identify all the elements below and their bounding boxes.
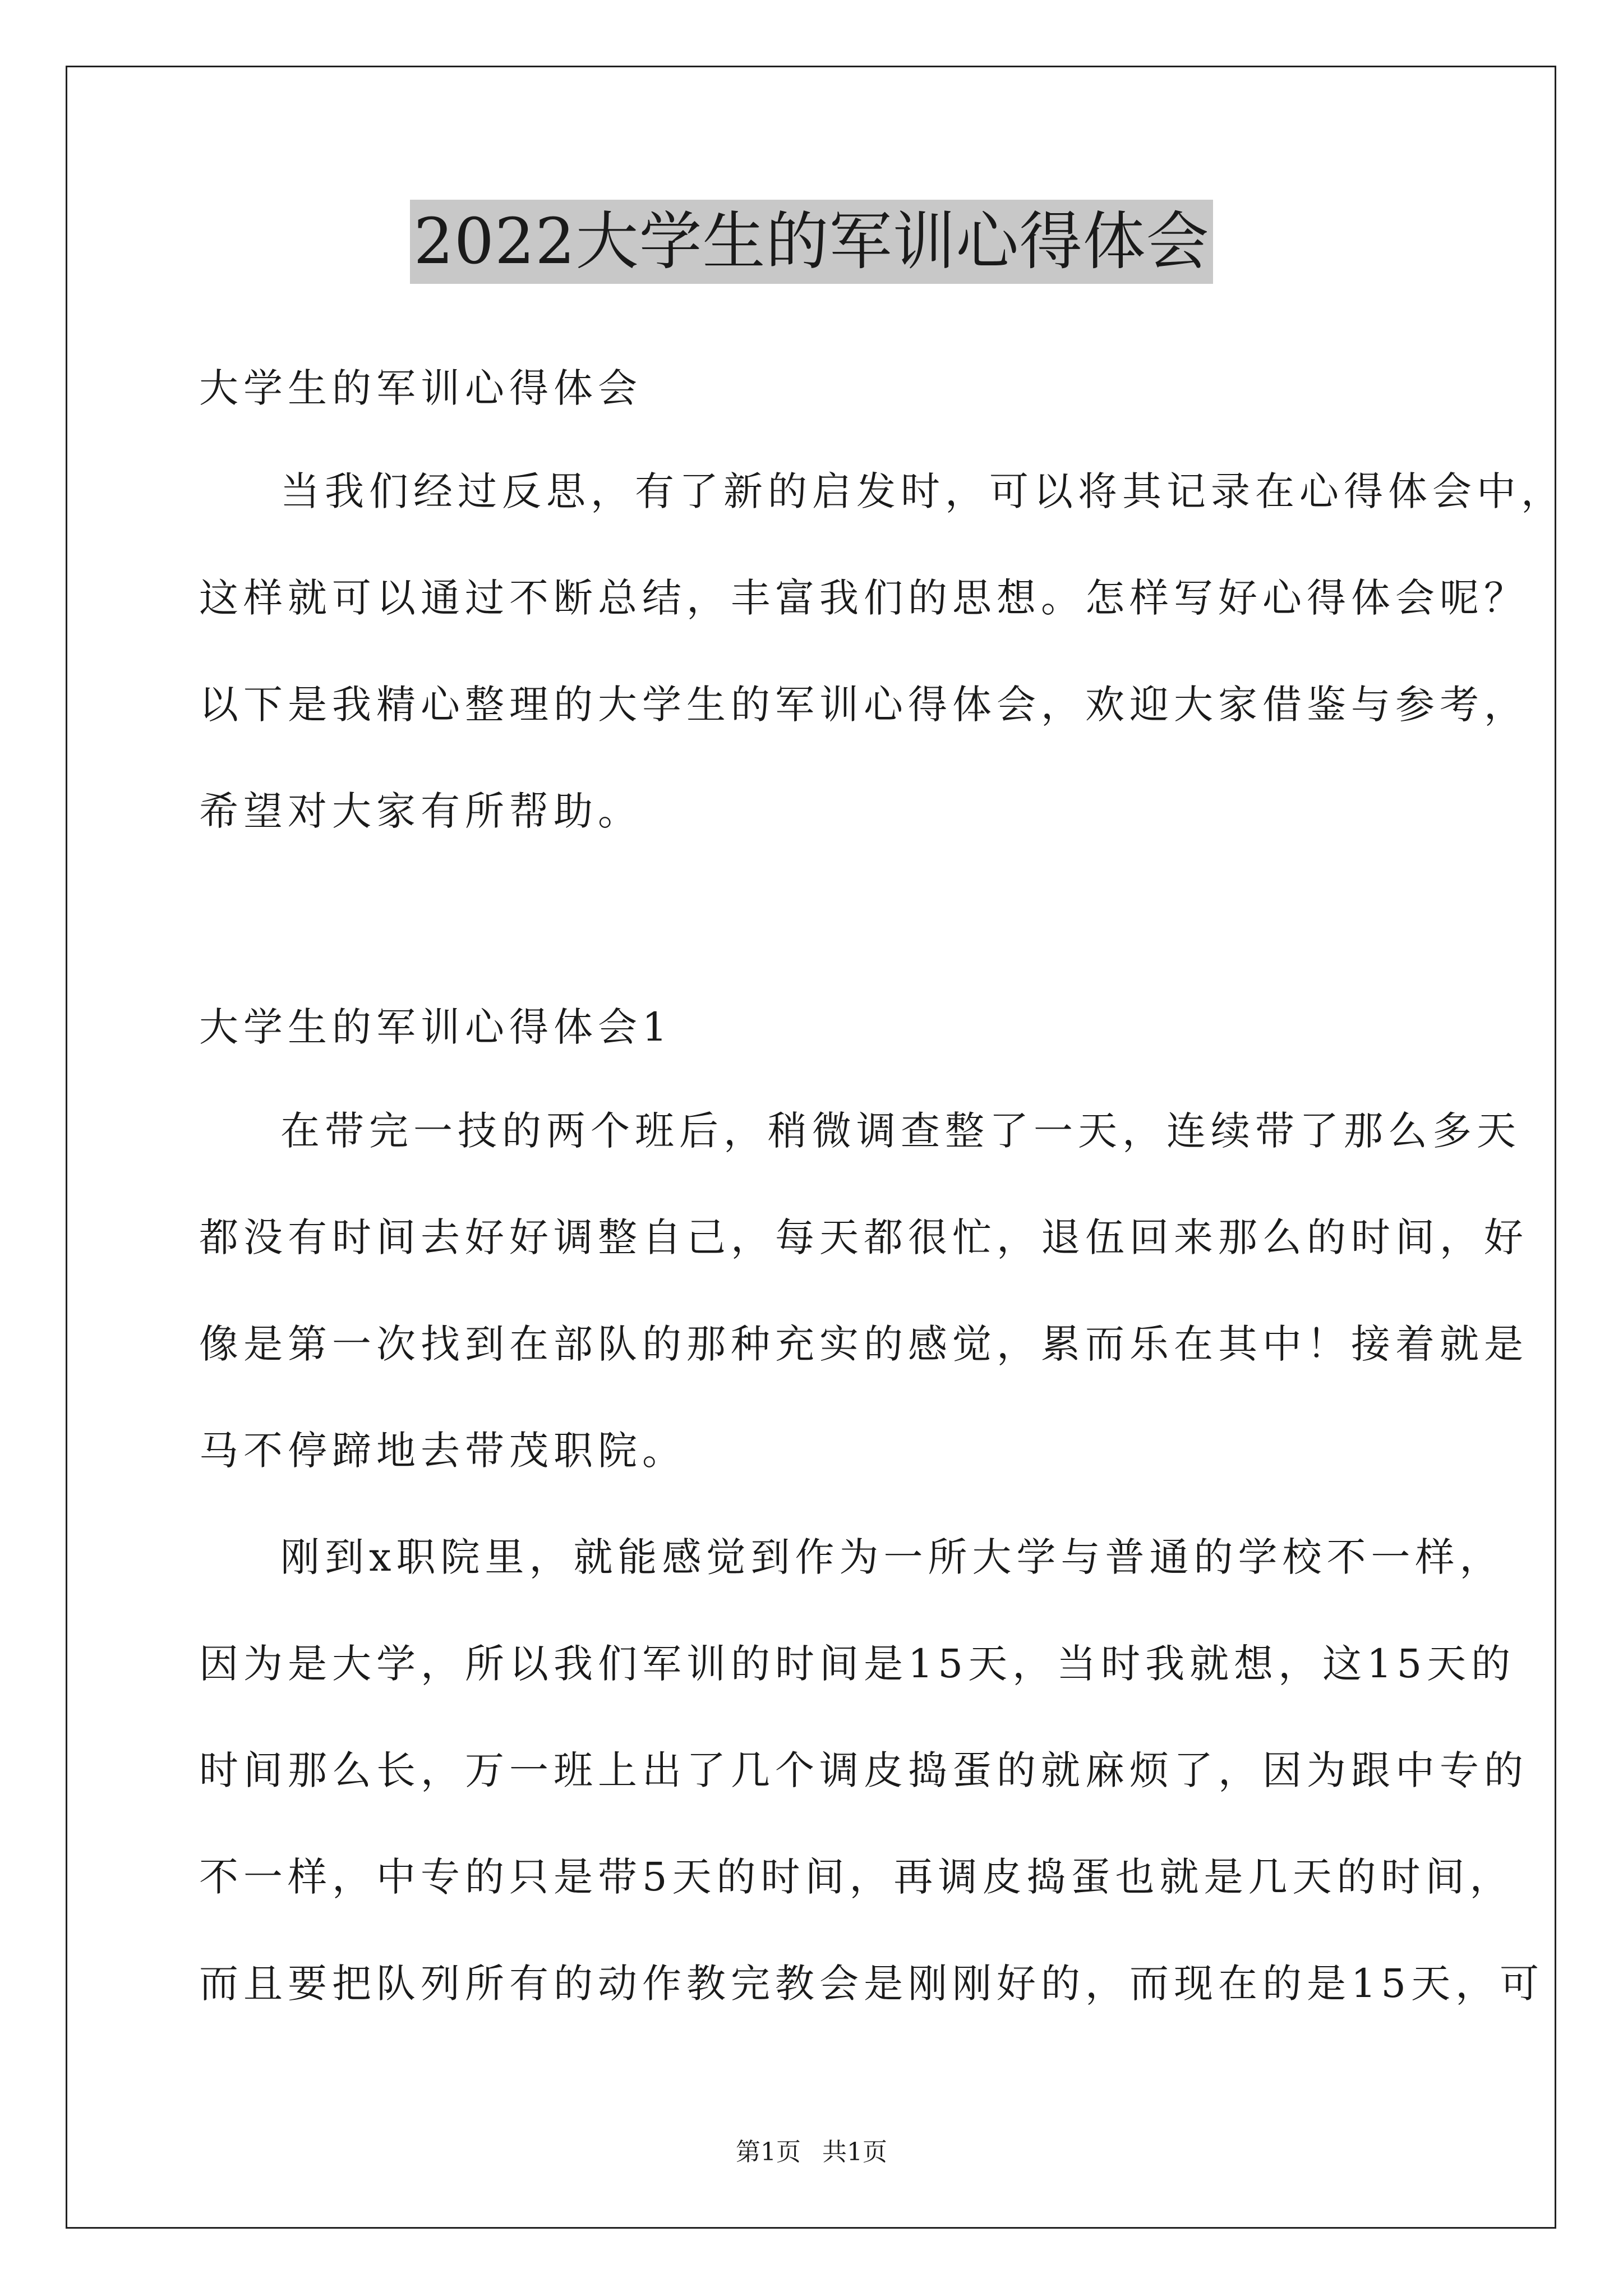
para2-line-5: 而且要把队列所有的动作教完教会是刚刚好的，而现在的是15天，可 — [199, 1961, 1544, 2007]
intro-line-1: 当我们经过反思，有了新的启发时，可以将其记录在心得体会中， — [280, 468, 1565, 514]
para1-line-2: 都没有时间去好好调整自己，每天都很忙，退伍回来那么的时间，好 — [199, 1214, 1528, 1260]
para2-line-4: 不一样，中专的只是带5天的时间，再调皮捣蛋也就是几天的时间， — [199, 1854, 1514, 1900]
para2-line-3: 时间那么长，万一班上出了几个调皮捣蛋的就麻烦了，因为跟中专的 — [199, 1747, 1528, 1793]
intro-line-2: 这样就可以通过不断总结，丰富我们的思想。怎样写好心得体会呢？ — [199, 575, 1528, 621]
para1-line-1: 在带完一技的两个班后，稍微调查整了一天，连续带了那么多天 — [280, 1108, 1521, 1154]
section-heading: 大学生的军训心得体会1 — [199, 1004, 672, 1050]
para1-line-4: 马不停蹄地去带茂职院。 — [199, 1428, 686, 1474]
para1-line-3: 像是第一次找到在部队的那种充实的感觉，累而乐在其中！接着就是 — [199, 1321, 1528, 1367]
page-total: 共1页 — [822, 2138, 887, 2166]
page-number: 第1页 — [736, 2138, 801, 2166]
intro-line-4: 希望对大家有所帮助。 — [199, 788, 642, 834]
document-title: 2022大学生的军训心得体会 — [410, 200, 1212, 284]
subtitle: 大学生的军训心得体会 — [199, 365, 642, 411]
para2-line-1: 刚到x职院里，就能感觉到作为一所大学与普通的学校不一样， — [280, 1534, 1504, 1580]
title-wrap — [0, 200, 1623, 284]
intro-line-3: 以下是我精心整理的大学生的军训心得体会，欢迎大家借鉴与参考， — [199, 682, 1528, 728]
para2-line-2: 因为是大学，所以我们军训的时间是15天，当时我就想，这15天的 — [199, 1641, 1516, 1687]
page-footer — [0, 2132, 1623, 2168]
